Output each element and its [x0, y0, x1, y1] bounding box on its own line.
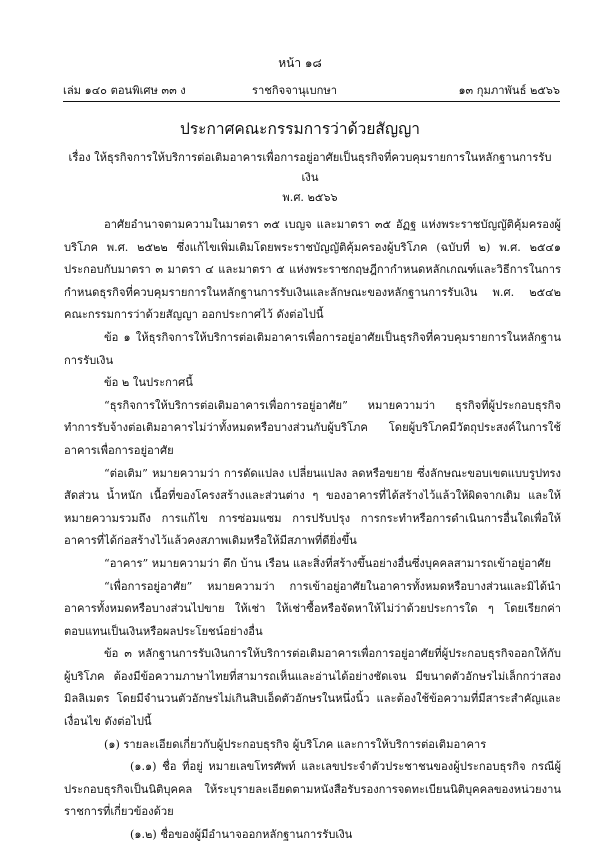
document-subject: [66, 148, 554, 208]
item-1-2: (๑.๒) ชื่อของผู้มีอำนาจออกหลักฐานการรับเงิน: [130, 828, 353, 842]
item-1: (๑) รายละเอียดเกี่ยวกับผู้ประกอบธุรกิจ ผู้บริโภค และการให้บริการต่อเติมอาคาร: [104, 737, 487, 751]
clause-2: ข้อ ๒ ในประกาศนี้: [104, 376, 193, 390]
clause-3: ข้อ ๓ หลักฐานการรับเงินการให้บริการต่อเติมอาคารเพื่อการอยู่อาศัยที่ผู้ประกอบธุรกิจออกให้กับผู้บริโภค ต้องมีข้อความภาษาไทยที่สามารถเห็นและอ่านได้อย่างชัดเจน มีขนาดตัวอักษรไม่เล็กกว่าสองมิลลิเมตร โดยมีจำนวนตัวอักษรไม่เกินสิบเอ็ดตัวอักษรในหนึ่งนิ้ว และต้องใช้ข้อความที่มีสาระสำคัญและเงื่อนไข ดังต่อไปนี้: [64, 647, 561, 729]
page-number: หน้า ๑๘: [278, 56, 322, 70]
definition-extension: “ต่อเติม” หมายความว่า การดัดแปลง เปลี่ยนแปลง ลดหรือขยาย ซึ่งลักษณะขอบเขตแบบรูปทรง สัดส่วน น้ำหนัก เนื้อที่ของโครงสร้างและส่วนต่าง ๆ ของอาคารที่ได้สร้างไว้แล้วให้ผิดจากเดิม และให้หมายความรวมถึง การแก้ไข การซ่อมแซม การปรับปรุง การกระทำหรือการดำเนินการอื่นใดเพื่อให้อาคารที่ได้ก่อสร้างไว้แล้วคงสภาพเดิมหรือให้มีสภาพที่ดียิ่งขึ้น: [64, 466, 561, 548]
document-body: [64, 214, 561, 847]
clause-1: ข้อ ๑ ให้ธุรกิจการให้บริการต่อเติมอาคารเพื่อการอยู่อาศัยเป็นธุรกิจที่ควบคุมรายการในหลักฐานการรับเงิน: [64, 330, 561, 367]
volume-issue: เล่ม ๑๔๐ ตอนพิเศษ ๓๓ ง: [63, 84, 186, 97]
publication-name: ราชกิจจานุเบกษา: [252, 84, 338, 97]
publication-date: ๑๓ กุมภาพันธ์ ๒๕๖๖: [458, 84, 560, 97]
definition-business: “ธุรกิจการให้บริการต่อเติมอาคารเพื่อการอยู่อาศัย” หมายความว่า ธุรกิจที่ผู้ประกอบธุรกิจทำการรับจ้างต่อเติมอาคารไม่ว่าทั้งหมดหรือบางส่วนกับผู้บริโภค โดยผู้บริโภคมีวัตถุประสงค์ในการใช้อาคารเพื่อการอยู่อาศัย: [64, 398, 561, 457]
definition-building: “อาคาร” หมายความว่า ตึก บ้าน เรือน และสิ่งที่สร้างขึ้นอย่างอื่นซึ่งบุคคลสามารถเข้าอยู่อาศัย: [104, 556, 552, 570]
header-rule: [63, 101, 560, 102]
preamble-paragraph: อาศัยอำนาจตามความในมาตรา ๓๕ เบญจ และมาตรา ๓๕ อัฏฐ แห่งพระราชบัญญัติคุ้มครองผู้บริโภค พ.ศ. ๒๕๒๒ ซึ่งแก้ไขเพิ่มเติมโดยพระราชบัญญัติคุ้มครองผู้บริโภค (ฉบับที่ ๒) พ.ศ. ๒๕๔๑ ประกอบกับมาตรา ๓ มาตรา ๔ และมาตรา ๕ แห่งพระราชกฤษฎีกากำหนดหลักเกณฑ์และวิธีการในการกำหนดธุรกิจที่ควบคุมรายการในหลักฐานการรับเงินและลักษณะของหลักฐานการรับเงิน พ.ศ. ๒๕๔๒ คณะกรรมการว่าด้วยสัญญา ออกประกาศไว้ ดังต่อไปนี้: [64, 218, 561, 322]
document-title: ประกาศคณะกรรมการว่าด้วยสัญญา: [180, 120, 420, 138]
definition-residential: “เพื่อการอยู่อาศัย” หมายความว่า การเข้าอยู่อาศัยในอาคารทั้งหมดหรือบางส่วนและมิได้นำอาคารทั้งหมดหรือบางส่วนไปขาย ให้เช่า ให้เช่าซื้อหรือจัดหาให้ไม่ว่าด้วยประการใด ๆ โดยเรียกค่าตอบแทนเป็นเงินหรือผลประโยชน์อย่างอื่น: [64, 579, 561, 638]
subject-year: พ.ศ. ๒๕๖๖: [282, 191, 338, 204]
gazette-header: [63, 81, 560, 99]
subject-line: เรื่อง ให้ธุรกิจการให้บริการต่อเติมอาคารเพื่อการอยู่อาศัยเป็นธุรกิจที่ควบคุมรายการในหลักฐานการรับเงิน: [68, 151, 552, 184]
item-1-1: (๑.๑) ชื่อ ที่อยู่ หมายเลขโทรศัพท์ และเลขประจำตัวประชาชนของผู้ประกอบธุรกิจ กรณีผู้ประกอบธุรกิจเป็นนิติบุคคล ให้ระบุรายละเอียดตามหนังสือรับรองการจดทะเบียนนิติบุคคลของหน่วยงานราชการที่เกี่ยวข้องด้วย: [64, 760, 561, 819]
